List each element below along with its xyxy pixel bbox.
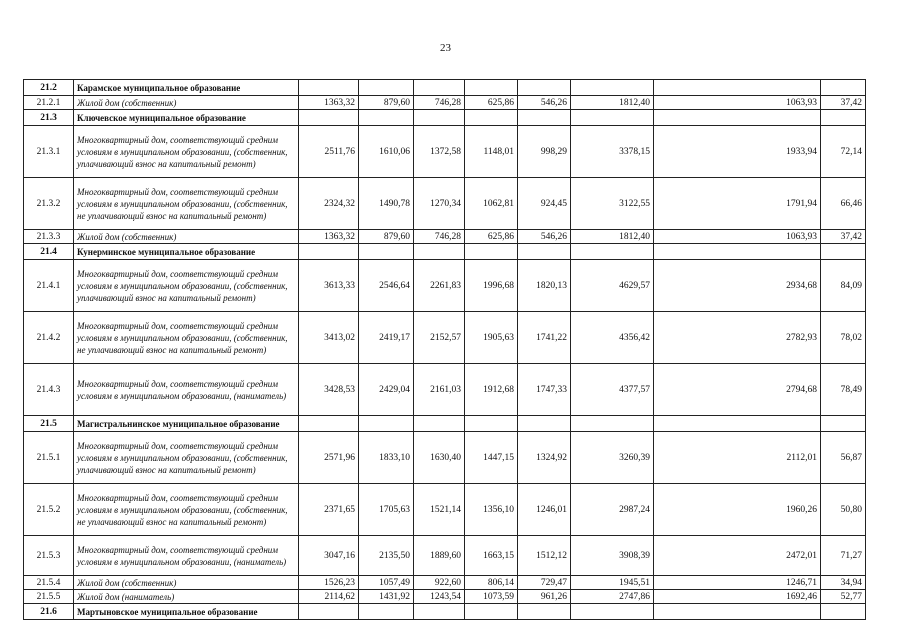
value-cell [359,416,414,432]
table-row [24,260,866,312]
value-cell: 998,29 [518,126,571,178]
value-cell [359,244,414,260]
value-cell: 961,26 [518,590,571,604]
value-cell: 3047,16 [299,536,359,576]
value-cell: 2987,24 [571,484,654,536]
value-cell: 746,28 [414,230,465,244]
row-name: Многоквартирный дом, соответствующий средним условиям в муниципальном образовании, (собственник, уплачивающий взнос на капитальный ремонт) [74,432,299,484]
table-row [24,230,866,244]
value-cell: 4629,57 [571,260,654,312]
value-cell: 37,42 [821,230,866,244]
value-cell: 1356,10 [465,484,518,536]
value-cell: 1741,22 [518,312,571,364]
table-row [24,432,866,484]
value-cell [359,80,414,96]
row-code: 21.4.2 [24,312,74,364]
row-code: 21.6 [24,604,74,620]
row-code: 21.2.1 [24,96,74,110]
table-body [24,80,866,620]
value-cell: 1363,32 [299,230,359,244]
value-cell: 3378,15 [571,126,654,178]
value-cell: 625,86 [465,96,518,110]
row-name: Жилой дом (собственник) [74,576,299,590]
value-cell [571,416,654,432]
value-cell [414,80,465,96]
value-cell: 1692,46 [654,590,821,604]
value-cell [299,604,359,620]
value-cell: 3260,39 [571,432,654,484]
section-row [24,110,866,126]
section-row [24,80,866,96]
value-cell: 546,26 [518,96,571,110]
row-name: Жилой дом (собственник) [74,96,299,110]
value-cell: 879,60 [359,96,414,110]
value-cell [299,244,359,260]
value-cell: 1812,40 [571,96,654,110]
row-name: Многоквартирный дом, соответствующий средним условиям в муниципальном образовании, (собственник, уплачивающий взнос на капитальный ремонт) [74,126,299,178]
row-code: 21.4.3 [24,364,74,416]
value-cell: 1372,58 [414,126,465,178]
value-cell [518,604,571,620]
value-cell: 1148,01 [465,126,518,178]
value-cell: 1490,78 [359,178,414,230]
row-name: Многоквартирный дом, соответствующий средним условиям в муниципальном образовании, (собственник, уплачивающий взнос на капитальный ремонт) [74,260,299,312]
value-cell: 56,87 [821,432,866,484]
row-code: 21.2 [24,80,74,96]
value-cell: 2571,96 [299,432,359,484]
value-cell: 66,46 [821,178,866,230]
row-name: Многоквартирный дом, соответствующий средним условиям в муниципальном образовании, (собственник, не уплачивающий взнос на капитальный ремонт) [74,178,299,230]
value-cell: 37,42 [821,96,866,110]
value-cell: 2161,03 [414,364,465,416]
value-cell: 50,80 [821,484,866,536]
value-cell: 1833,10 [359,432,414,484]
value-cell [465,604,518,620]
value-cell: 1246,71 [654,576,821,590]
row-code: 21.3 [24,110,74,126]
value-cell: 2472,01 [654,536,821,576]
value-cell [414,244,465,260]
row-code: 21.5.3 [24,536,74,576]
value-cell: 2324,32 [299,178,359,230]
table-row [24,484,866,536]
value-cell: 3613,33 [299,260,359,312]
value-cell [654,604,821,620]
value-cell: 3908,39 [571,536,654,576]
value-cell: 1820,13 [518,260,571,312]
value-cell: 1447,15 [465,432,518,484]
section-row [24,244,866,260]
value-cell: 1246,01 [518,484,571,536]
value-cell [299,110,359,126]
value-cell [821,244,866,260]
value-cell: 2747,86 [571,590,654,604]
value-cell: 1073,59 [465,590,518,604]
value-cell: 1512,12 [518,536,571,576]
row-code: 21.5.4 [24,576,74,590]
value-cell: 2419,17 [359,312,414,364]
value-cell: 1324,92 [518,432,571,484]
value-cell [465,110,518,126]
row-name: Кунерминское муниципальное образование [74,244,299,260]
value-cell [465,244,518,260]
value-cell: 1610,06 [359,126,414,178]
value-cell [821,604,866,620]
row-code: 21.3.1 [24,126,74,178]
value-cell: 1062,81 [465,178,518,230]
row-code: 21.5.2 [24,484,74,536]
table-row [24,178,866,230]
tariff-table [23,79,866,620]
row-name: Жилой дом (собственник) [74,230,299,244]
value-cell [571,80,654,96]
value-cell: 746,28 [414,96,465,110]
value-cell [654,416,821,432]
value-cell: 34,94 [821,576,866,590]
value-cell [518,244,571,260]
value-cell: 2429,04 [359,364,414,416]
table-row [24,576,866,590]
value-cell [518,110,571,126]
row-name: Ключевское муниципальное образование [74,110,299,126]
value-cell: 1057,49 [359,576,414,590]
table-row [24,590,866,604]
row-code: 21.3.2 [24,178,74,230]
row-name: Магистральнинское муниципальное образование [74,416,299,432]
row-name: Многоквартирный дом, соответствующий средним условиям в муниципальном образовании, (наниматель) [74,364,299,416]
value-cell: 729,47 [518,576,571,590]
value-cell [654,110,821,126]
value-cell: 546,26 [518,230,571,244]
value-cell [414,110,465,126]
value-cell: 806,14 [465,576,518,590]
value-cell: 52,77 [821,590,866,604]
value-cell: 1063,93 [654,230,821,244]
value-cell [571,604,654,620]
value-cell: 3122,55 [571,178,654,230]
table-row [24,96,866,110]
value-cell [654,244,821,260]
value-cell [299,416,359,432]
value-cell: 3413,02 [299,312,359,364]
value-cell: 2371,65 [299,484,359,536]
value-cell: 1243,54 [414,590,465,604]
value-cell: 71,27 [821,536,866,576]
value-cell [465,80,518,96]
value-cell [821,80,866,96]
value-cell: 2546,64 [359,260,414,312]
value-cell [571,244,654,260]
value-cell: 78,49 [821,364,866,416]
value-cell [299,80,359,96]
section-row [24,416,866,432]
row-name: Многоквартирный дом, соответствующий средним условиям в муниципальном образовании, (собственник, не уплачивающий взнос на капитальный ремонт) [74,484,299,536]
value-cell: 1521,14 [414,484,465,536]
section-row [24,604,866,620]
value-cell: 78,02 [821,312,866,364]
row-code: 21.4 [24,244,74,260]
value-cell: 2934,68 [654,260,821,312]
value-cell: 2261,83 [414,260,465,312]
value-cell: 4356,42 [571,312,654,364]
value-cell: 1663,15 [465,536,518,576]
value-cell: 1270,34 [414,178,465,230]
row-code: 21.4.1 [24,260,74,312]
value-cell: 2152,57 [414,312,465,364]
value-cell: 1363,32 [299,96,359,110]
value-cell [414,604,465,620]
value-cell: 2794,68 [654,364,821,416]
value-cell: 72,14 [821,126,866,178]
value-cell: 1996,68 [465,260,518,312]
value-cell: 1431,92 [359,590,414,604]
table-row [24,126,866,178]
value-cell [518,416,571,432]
value-cell: 1889,60 [414,536,465,576]
value-cell: 625,86 [465,230,518,244]
page-number: 23 [440,42,451,54]
row-code: 21.5.1 [24,432,74,484]
value-cell: 4377,57 [571,364,654,416]
value-cell: 924,45 [518,178,571,230]
table-row [24,364,866,416]
value-cell [465,416,518,432]
value-cell: 1905,63 [465,312,518,364]
value-cell: 1912,68 [465,364,518,416]
value-cell: 1063,93 [654,96,821,110]
value-cell: 2135,50 [359,536,414,576]
row-code: 21.3.3 [24,230,74,244]
value-cell [821,110,866,126]
value-cell: 2511,76 [299,126,359,178]
value-cell [821,416,866,432]
value-cell: 1791,94 [654,178,821,230]
row-name: Мартыновское муниципальное образование [74,604,299,620]
value-cell: 1933,94 [654,126,821,178]
value-cell [518,80,571,96]
value-cell: 1960,26 [654,484,821,536]
value-cell: 3428,53 [299,364,359,416]
value-cell: 1526,23 [299,576,359,590]
value-cell: 2114,62 [299,590,359,604]
value-cell: 1630,40 [414,432,465,484]
table-row [24,536,866,576]
value-cell [654,80,821,96]
row-name: Карамское муниципальное образование [74,80,299,96]
value-cell: 1747,33 [518,364,571,416]
value-cell: 2112,01 [654,432,821,484]
value-cell [359,110,414,126]
value-cell: 922,60 [414,576,465,590]
row-code: 21.5.5 [24,590,74,604]
value-cell: 1705,63 [359,484,414,536]
value-cell: 879,60 [359,230,414,244]
value-cell [414,416,465,432]
value-cell: 1812,40 [571,230,654,244]
value-cell [359,604,414,620]
row-name: Многоквартирный дом, соответствующий средним условиям в муниципальном образовании, (собственник, не уплачивающий взнос на капитальный ремонт) [74,312,299,364]
row-code: 21.5 [24,416,74,432]
row-name: Многоквартирный дом, соответствующий средним условиям в муниципальном образовании, (наниматель) [74,536,299,576]
table-row [24,312,866,364]
value-cell: 2782,93 [654,312,821,364]
value-cell: 1945,51 [571,576,654,590]
row-name: Жилой дом (наниматель) [74,590,299,604]
value-cell: 84,09 [821,260,866,312]
value-cell [571,110,654,126]
